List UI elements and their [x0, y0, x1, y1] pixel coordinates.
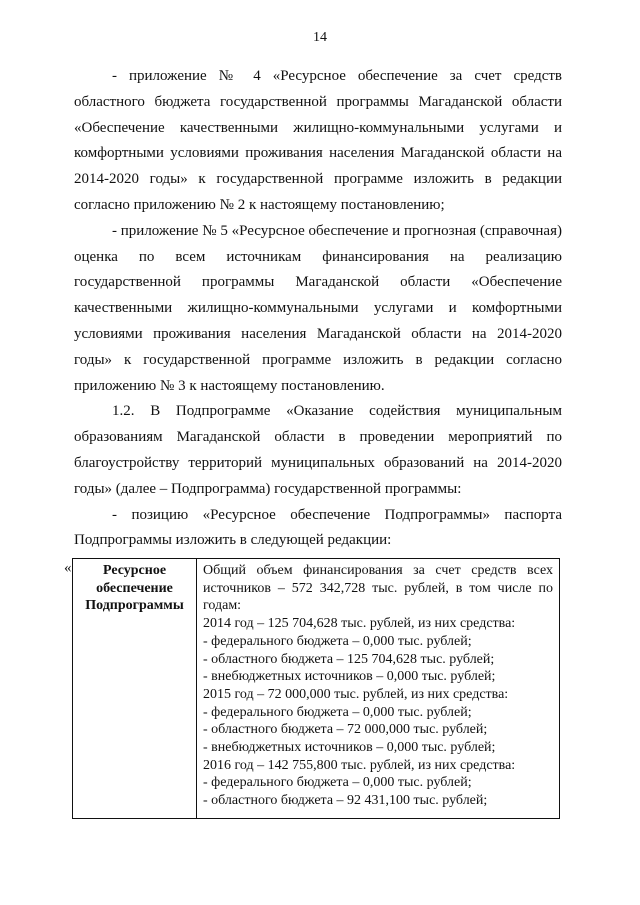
paragraph-appendix-5: - приложение № 5 «Ресурсное обеспечение и прогнозная (справочная) оценка по всем источникам финансирования на реализацию государственной программы Магаданской области «Обеспечение качественными жилищно-коммунальными услугами и комфортными условиями проживания населения Магаданской области на 2014-2020 годы» к государственной программе изложить в редакции согласно приложению № 3 к настоящему постановлению. — [74, 222, 562, 394]
funding-line: - федерального бюджета – 0,000 тыс. рублей; — [203, 704, 472, 720]
funding-line: - федерального бюджета – 0,000 тыс. рублей; — [203, 775, 472, 791]
funding-line: 2016 год – 142 755,800 тыс. рублей, из них средства: — [203, 757, 516, 773]
paragraph-subprogram: 1.2. В Подпрограмме «Оказание содействия муниципальным образованиям Магаданской области в проведении мероприятий по благоустройству территорий муниципальных образований на 2014-2020 годы» (далее – Подпрограмма) государственной программы: — [74, 403, 562, 497]
table-row — [73, 559, 560, 819]
funding-summary: Общий объем финансирования за счет средств всех источников – 572 342,728 тыс. рублей, в том числе по годам: — [203, 563, 553, 614]
paragraph-passport-position: - позицию «Ресурсное обеспечение Подпрограммы» паспорта Подпрограммы изложить в следующей редакции: — [74, 506, 562, 549]
funding-line: 2015 год – 72 000,000 тыс. рублей, из них средства: — [203, 686, 509, 702]
resource-label-cell: Ресурсное обеспечение Подпрограммы — [73, 559, 197, 819]
passport-table — [72, 558, 560, 819]
funding-line: 2014 год – 125 704,628 тыс. рублей, из них средства: — [203, 616, 516, 632]
opening-quote-mark: « — [64, 560, 72, 576]
funding-line: - внебюджетных источников – 0,000 тыс. рублей; — [203, 740, 496, 756]
document-body — [74, 64, 562, 554]
funding-line: - областного бюджета – 92 431,100 тыс. рублей; — [203, 793, 488, 809]
funding-line: - федерального бюджета – 0,000 тыс. рублей; — [203, 633, 472, 649]
resource-content-cell — [197, 559, 560, 819]
page-number: 14 — [313, 30, 327, 45]
paragraph-appendix-4: - приложение № 4 «Ресурсное обеспечение за счет средств областного бюджета государственной программы Магаданской области «Обеспечение качественными жилищно-коммунальными услугами и комфортными условиями проживания населения Магаданской области на 2014-2020 годы» к государственной программе изложить в редакции согласно приложению № 2 к настоящему постановлению; — [74, 68, 562, 213]
funding-line: - внебюджетных источников – 0,000 тыс. рублей; — [203, 669, 496, 685]
funding-line: - областного бюджета – 125 704,628 тыс. рублей; — [203, 651, 495, 667]
funding-line: - областного бюджета – 72 000,000 тыс. рублей; — [203, 722, 488, 738]
